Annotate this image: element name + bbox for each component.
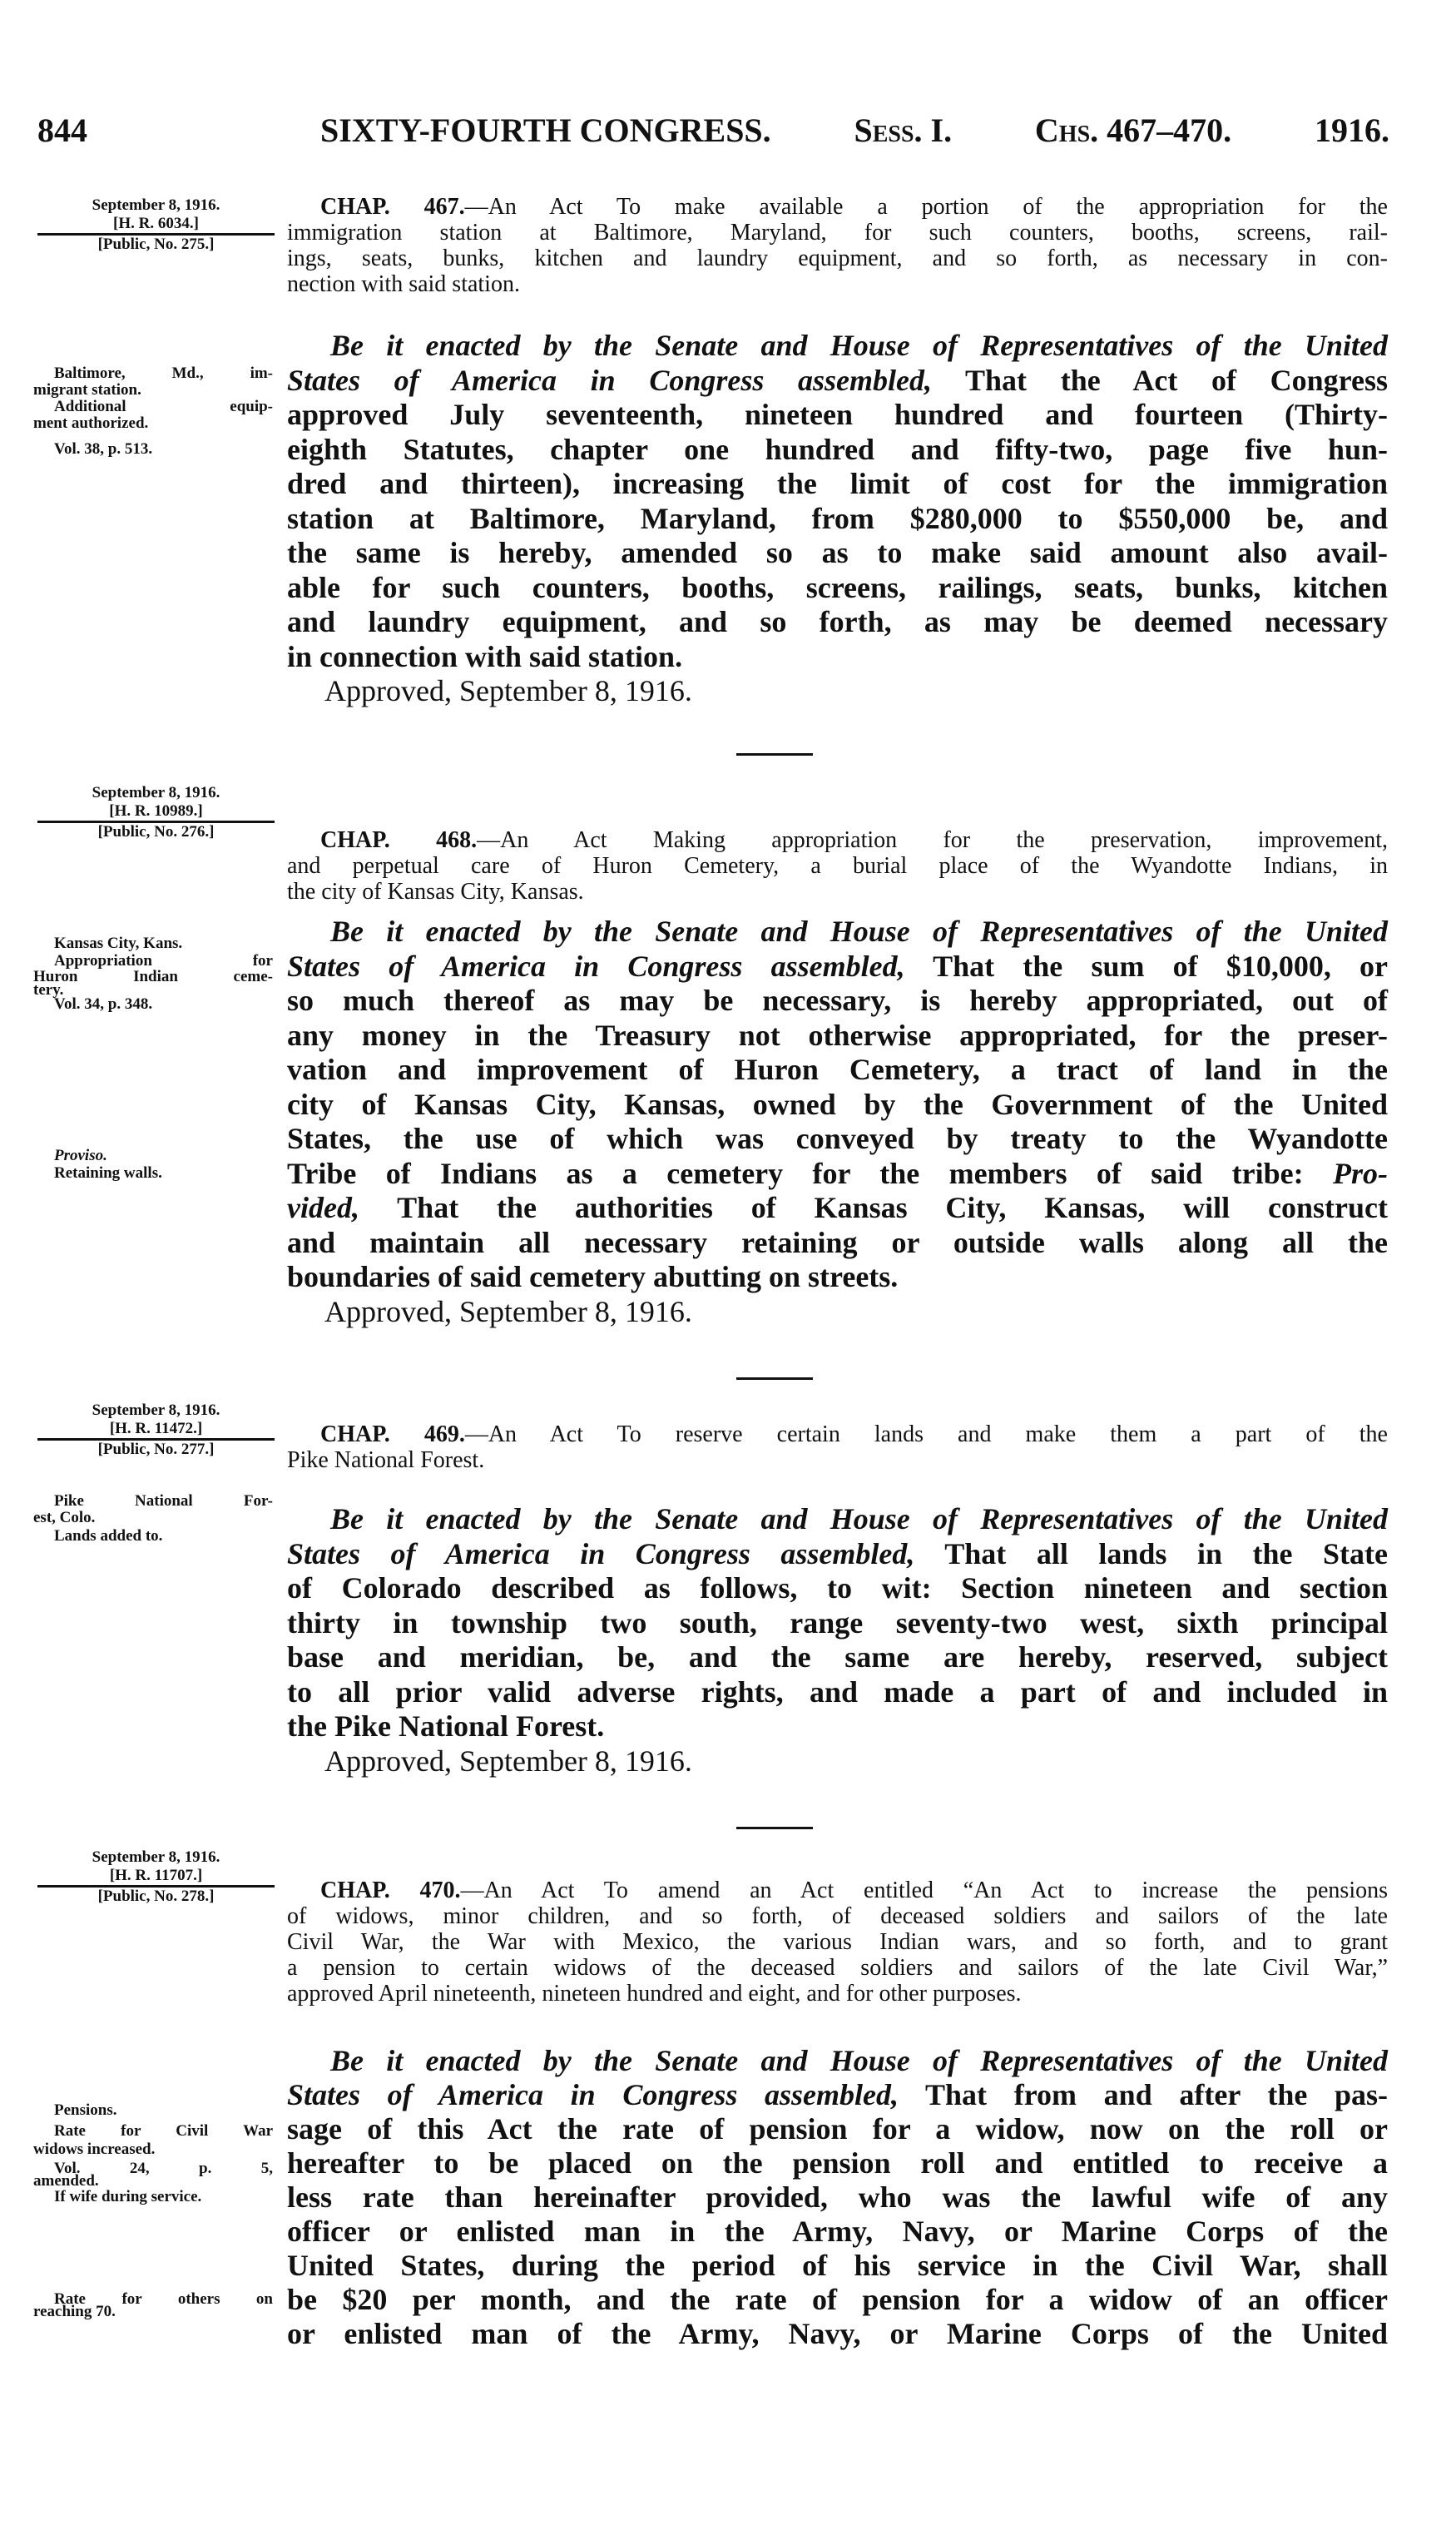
enactment-date: September 8, 1916. (92, 784, 220, 801)
margin-note: est, Colo. (33, 1509, 96, 1526)
chapter-heading (287, 194, 1388, 297)
enactment-date: September 8, 1916. (92, 196, 220, 214)
line-segment: States, the use of which was conveyed by treaty to the Wyandotte (287, 1122, 1388, 1156)
running-header (33, 110, 1389, 151)
line-segment: so much thereof as may be necessary, is hereby appropriated, out of (287, 984, 1388, 1018)
line-segment: —An Act To reserve certain lands and make them a part of the (464, 1421, 1388, 1447)
line-segment: or enlisted man of the Army, Navy, or Marine Corps of the United (287, 2316, 1388, 2350)
enactment-date: September 8, 1916. (92, 1848, 220, 1866)
line-segment: hereafter to be placed on the pension roll and entitled to receive a (287, 2146, 1388, 2180)
line-segment: That the sum of $10,000, or (904, 949, 1388, 983)
chapter-citation (37, 1401, 275, 1459)
page-number: 844 (37, 112, 87, 149)
body-line (287, 433, 1388, 468)
body-line (287, 950, 1388, 985)
margin-note: Lands added to. (54, 1527, 163, 1545)
body-line (287, 1709, 1388, 1744)
margin-note: amended. (33, 2172, 99, 2190)
margin-note: migrant station. (33, 381, 141, 399)
public-law-number: [Public, No. 275.] (97, 236, 215, 253)
line-segment: approved July seventeenth, nineteen hundred and fourteen (Thirty- (287, 398, 1388, 432)
line-segment: Tribe of Indians as a cemetery for the members of said tribe: (287, 1156, 1333, 1190)
margin-note: Kansas City, Kans. (54, 935, 183, 952)
line-segment: be $20 per month, and the rate of pension for a widow of an officer (287, 2282, 1388, 2316)
line-segment: States of America in Congress assembled, (287, 949, 905, 983)
body-line (287, 1053, 1388, 1088)
margin-note: Proviso. (54, 1147, 107, 1164)
line-segment: the same is hereby, amended so as to make said amount also avail- (287, 536, 1388, 570)
line-segment: any money in the Treasury not otherwise appropriated, for the preser- (287, 1018, 1388, 1052)
chapter-separator (736, 1377, 813, 1380)
public-law-number: [Public, No. 276.] (97, 823, 215, 841)
session-label: Sess. I. (854, 112, 953, 149)
body-line (287, 1226, 1388, 1261)
body-line (287, 1019, 1388, 1054)
chapters-range: Chs. 467–470. (1034, 112, 1232, 149)
chapter-number: CHAP. 469. (320, 1421, 465, 1447)
margin-note: widows increased. (33, 2141, 156, 2158)
margin-note: Vol. 34, p. 348. (54, 995, 153, 1013)
bill-number: [H. R. 11472.] (109, 1420, 203, 1437)
margin-note: Rate for Civil War (54, 2122, 273, 2140)
margin-note: Vol. 24, p. 5, (54, 2160, 273, 2177)
line-segment: nection with said station. (287, 270, 520, 297)
heading-line (287, 827, 1388, 853)
line-segment: thirty in township two south, range seventy-two west, sixth principal (287, 1605, 1388, 1640)
line-segment: Be it enacted by the Senate and House of Representatives of the United (330, 1502, 1388, 1536)
heading-line (287, 853, 1388, 879)
line-segment: —An Act To make available a portion of the appropriation for the (464, 193, 1388, 220)
bill-number: [H. R. 6034.] (113, 215, 199, 232)
chapter-heading (287, 827, 1388, 905)
line-segment: Civil War, the War with Mexico, the various Indian wars, and so forth, and to grant (287, 1928, 1388, 1955)
enactment-date: September 8, 1916. (92, 1401, 220, 1419)
line-segment: That from and after the pas- (899, 2077, 1388, 2111)
margin-note: Pike National For- (54, 1492, 273, 1510)
body-line (287, 364, 1388, 399)
line-segment: and laundry equipment, and so forth, as may be deemed necessary (287, 605, 1388, 639)
line-segment: less rate than hereinafter provided, who was the lawful wife of any (287, 2180, 1388, 2214)
body-line (287, 502, 1388, 537)
margin-note: ment authorized. (33, 414, 149, 432)
body-line (287, 2146, 1388, 2180)
body-line (287, 2044, 1388, 2078)
enacting-text (287, 329, 1388, 709)
line-segment: States of America in Congress assembled, (287, 1536, 915, 1570)
body-line (287, 398, 1388, 433)
margin-note: Huron Indian ceme- (33, 968, 273, 985)
margin-note: Rate for others on (54, 2290, 273, 2308)
line-segment: Be it enacted by the Senate and House of Representatives of the United (330, 2043, 1388, 2077)
line-segment: States of America in Congress assembled, (287, 2077, 899, 2111)
line-segment: base and meridian, be, and the same are hereby, reserved, subject (287, 1640, 1388, 1674)
heading-line (287, 1981, 1388, 2007)
body-line (287, 640, 1388, 675)
heading-line (287, 1878, 1388, 1903)
chapter-number: CHAP. 470. (320, 1877, 461, 1903)
line-segment: States of America in Congress assembled, (287, 363, 933, 397)
line-segment: dred and thirteen), increasing the limit of cost for the immigration (287, 467, 1388, 501)
bill-number: [H. R. 11707.] (109, 1867, 203, 1884)
body-line (287, 1606, 1388, 1641)
line-segment: Be it enacted by the Senate and House of Representatives of the United (330, 329, 1388, 363)
approval-line: Approved, September 8, 1916. (324, 1744, 692, 1778)
body-line (287, 915, 1388, 950)
line-segment: approved April nineteenth, nineteen hundred and eight, and for other purposes. (287, 1980, 1022, 2007)
line-segment: of Colorado described as follows, to wit: Section nineteen and section (287, 1571, 1388, 1605)
line-segment: Be it enacted by the Senate and House of Representatives of the United (330, 915, 1388, 949)
chapter-citation (37, 1848, 275, 1906)
body-line (287, 1640, 1388, 1675)
chapter-number: CHAP. 467. (320, 193, 465, 220)
body-line (287, 2317, 1388, 2351)
margin-note: Additional equip- (54, 398, 273, 415)
line-segment: eighth Statutes, chapter one hundred and fifty-two, page five hun- (287, 432, 1388, 466)
public-law-number: [Public, No. 277.] (97, 1441, 215, 1458)
line-segment: Pike National Forest. (287, 1446, 485, 1473)
heading-line (287, 1903, 1388, 1929)
body-line (287, 1088, 1388, 1123)
line-segment: immigration station at Baltimore, Maryland, for such counters, booths, screens, rail- (287, 219, 1388, 246)
margin-note: reaching 70. (33, 2303, 116, 2320)
enacting-text (287, 915, 1388, 1329)
body-line (287, 2283, 1388, 2317)
margin-note: Pensions. (54, 2101, 117, 2119)
body-line (287, 536, 1388, 571)
body-line (287, 2112, 1388, 2146)
chapter-heading (287, 1421, 1388, 1473)
line-segment: and maintain all necessary retaining or outside walls along all the (287, 1225, 1388, 1259)
line-segment: the Pike National Forest. (287, 1709, 605, 1744)
line-segment: vided, (287, 1191, 359, 1225)
chapter-heading (287, 1878, 1388, 2007)
chapter-separator (736, 753, 813, 756)
public-law-number: [Public, No. 278.] (97, 1888, 215, 1905)
body-line (287, 2215, 1388, 2249)
year-label: 1916. (1314, 112, 1389, 149)
chapter-citation (37, 784, 275, 841)
line-segment: and perpetual care of Huron Cemetery, a burial place of the Wyandotte Indians, in (287, 852, 1388, 879)
line-segment: station at Baltimore, Maryland, from $280,000 to $550,000 be, and (287, 501, 1388, 535)
margin-note: Appropriation for (54, 952, 273, 970)
body-line (287, 1537, 1388, 1572)
line-segment: Pro- (1333, 1156, 1388, 1190)
line-segment: the city of Kansas City, Kansas. (287, 878, 584, 905)
margin-note: Baltimore, Md., im- (54, 365, 273, 382)
line-segment: able for such counters, booths, screens, railings, seats, bunks, kitchen (287, 570, 1388, 604)
chapter-number: CHAP. 468. (320, 826, 478, 853)
line-segment: —An Act Making appropriation for the preservation, improvement, (477, 826, 1388, 853)
margin-note: If wife during service. (54, 2188, 202, 2205)
line-segment: city of Kansas City, Kansas, owned by the Government of the United (287, 1087, 1388, 1121)
running-title (320, 110, 1389, 151)
chapter-separator (736, 1827, 813, 1829)
congress-title: SIXTY-FOURTH CONGRESS. (320, 112, 771, 149)
enacting-text (287, 2044, 1388, 2351)
body-line (287, 984, 1388, 1019)
heading-line (287, 1447, 1388, 1473)
line-segment: officer or enlisted man in the Army, Navy, or Marine Corps of the (287, 2214, 1388, 2248)
body-line (287, 2249, 1388, 2283)
line-segment: a pension to certain widows of the deceased soldiers and sailors of the late Civil War,” (287, 1954, 1388, 1981)
chapter-citation (37, 196, 275, 254)
line-segment: That the authorities of Kansas City, Kansas, will construct (359, 1191, 1388, 1225)
line-segment: boundaries of said cemetery abutting on streets. (287, 1260, 899, 1294)
body-line (287, 2078, 1388, 2112)
body-line (287, 571, 1388, 606)
line-segment: —An Act To amend an Act entitled “An Act to increase the pensions (460, 1877, 1388, 1903)
heading-line (287, 220, 1388, 246)
margin-note: Retaining walls. (54, 1164, 162, 1182)
margin-note: tery. (33, 981, 64, 999)
line-segment: vation and improvement of Huron Cemetery, a tract of land in the (287, 1053, 1388, 1087)
body-line (287, 605, 1388, 640)
line-segment: ings, seats, bunks, kitchen and laundry equipment, and so forth, as necessary in con- (287, 245, 1388, 271)
heading-line (287, 879, 1388, 905)
line-segment: That the Act of Congress (932, 363, 1389, 397)
body-line (287, 1122, 1388, 1157)
margin-note: Vol. 38, p. 513. (54, 440, 153, 458)
heading-line (287, 1929, 1388, 1955)
line-segment: That all lands in the State (914, 1536, 1388, 1570)
line-segment: to all prior valid adverse rights, and made a part of and included in (287, 1674, 1388, 1709)
heading-line (287, 271, 1388, 297)
body-line (287, 1675, 1388, 1710)
body-line (287, 1260, 1388, 1295)
bill-number: [H. R. 10989.] (109, 802, 203, 820)
enacting-text (287, 1502, 1388, 1778)
body-line (287, 329, 1388, 364)
body-line (287, 1157, 1388, 1192)
body-line (287, 467, 1388, 502)
body-line (287, 2180, 1388, 2215)
approval-line: Approved, September 8, 1916. (324, 1294, 692, 1328)
body-line (287, 1571, 1388, 1606)
line-segment: United States, during the period of his service in the Civil War, shall (287, 2248, 1388, 2282)
line-segment: in connection with said station. (287, 639, 683, 673)
heading-line (287, 194, 1388, 220)
line-segment: of widows, minor children, and so forth, of deceased soldiers and sailors of the late (287, 1902, 1388, 1929)
heading-line (287, 1955, 1388, 1981)
body-line (287, 1191, 1388, 1226)
heading-line (287, 1421, 1388, 1447)
body-line (287, 1502, 1388, 1537)
heading-line (287, 246, 1388, 271)
approval-line: Approved, September 8, 1916. (324, 674, 692, 708)
line-segment: sage of this Act the rate of pension for a widow, now on the roll or (287, 2111, 1388, 2146)
